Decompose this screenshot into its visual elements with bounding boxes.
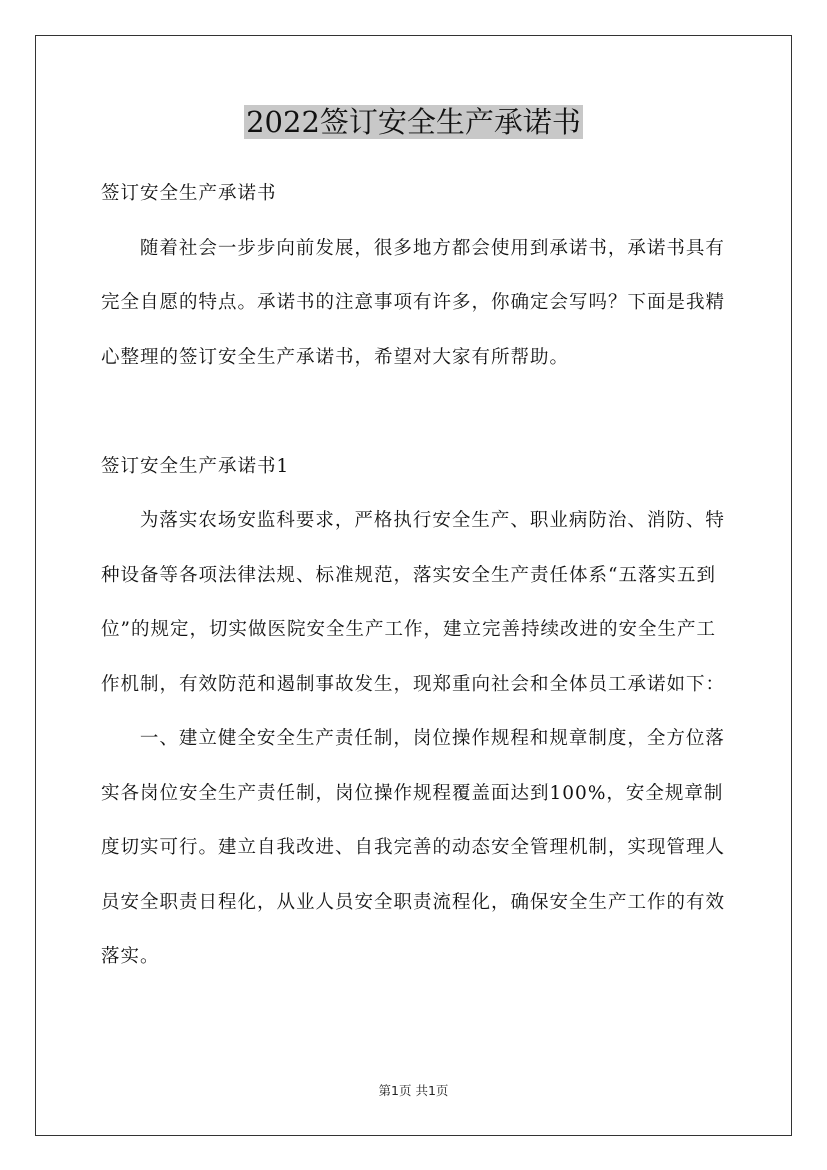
page-footer (0, 1082, 827, 1100)
page-number: 第1页 共1页 (378, 1083, 449, 1098)
body-paragraph-2: 一、建立健全安全生产责任制，岗位操作规程和规章制度，全方位落实各岗位安全生产责任制，岗位操作规程覆盖面达到100%，安全规章制度切实可行。建立自我改进、自我完善的动态安全管理机制，实现管理人员安全职责日程化，从业人员安全职责流程化，确保安全生产工作的有效落实。 (101, 728, 726, 967)
body-paragraph-1: 为落实农场安监科要求，严格执行安全生产、职业病防治、消防、特种设备等各项法律法规、标准规范，落实安全生产责任体系“五落实五到位”的规定，切实做医院安全生产工作，建立完善持续改进的安全生产工作机制，有效防范和遏制事故发生，现郑重向社会和全体员工承诺如下： (101, 510, 726, 695)
document-title-text: 2022签订安全生产承诺书 (246, 105, 581, 139)
intro-paragraph: 随着社会一步步向前发展，很多地方都会使用到承诺书，承诺书具有完全自愿的特点。承诺书的注意事项有许多，你确定会写吗？下面是我精心整理的签订安全生产承诺书，希望对大家有所帮助。 (101, 237, 726, 368)
document-title (0, 102, 827, 142)
document-body (101, 167, 727, 985)
blank-line (101, 385, 727, 440)
document-subtitle: 签订安全生产承诺书 (101, 183, 277, 204)
section-heading: 签订安全生产承诺书1 (101, 455, 290, 477)
